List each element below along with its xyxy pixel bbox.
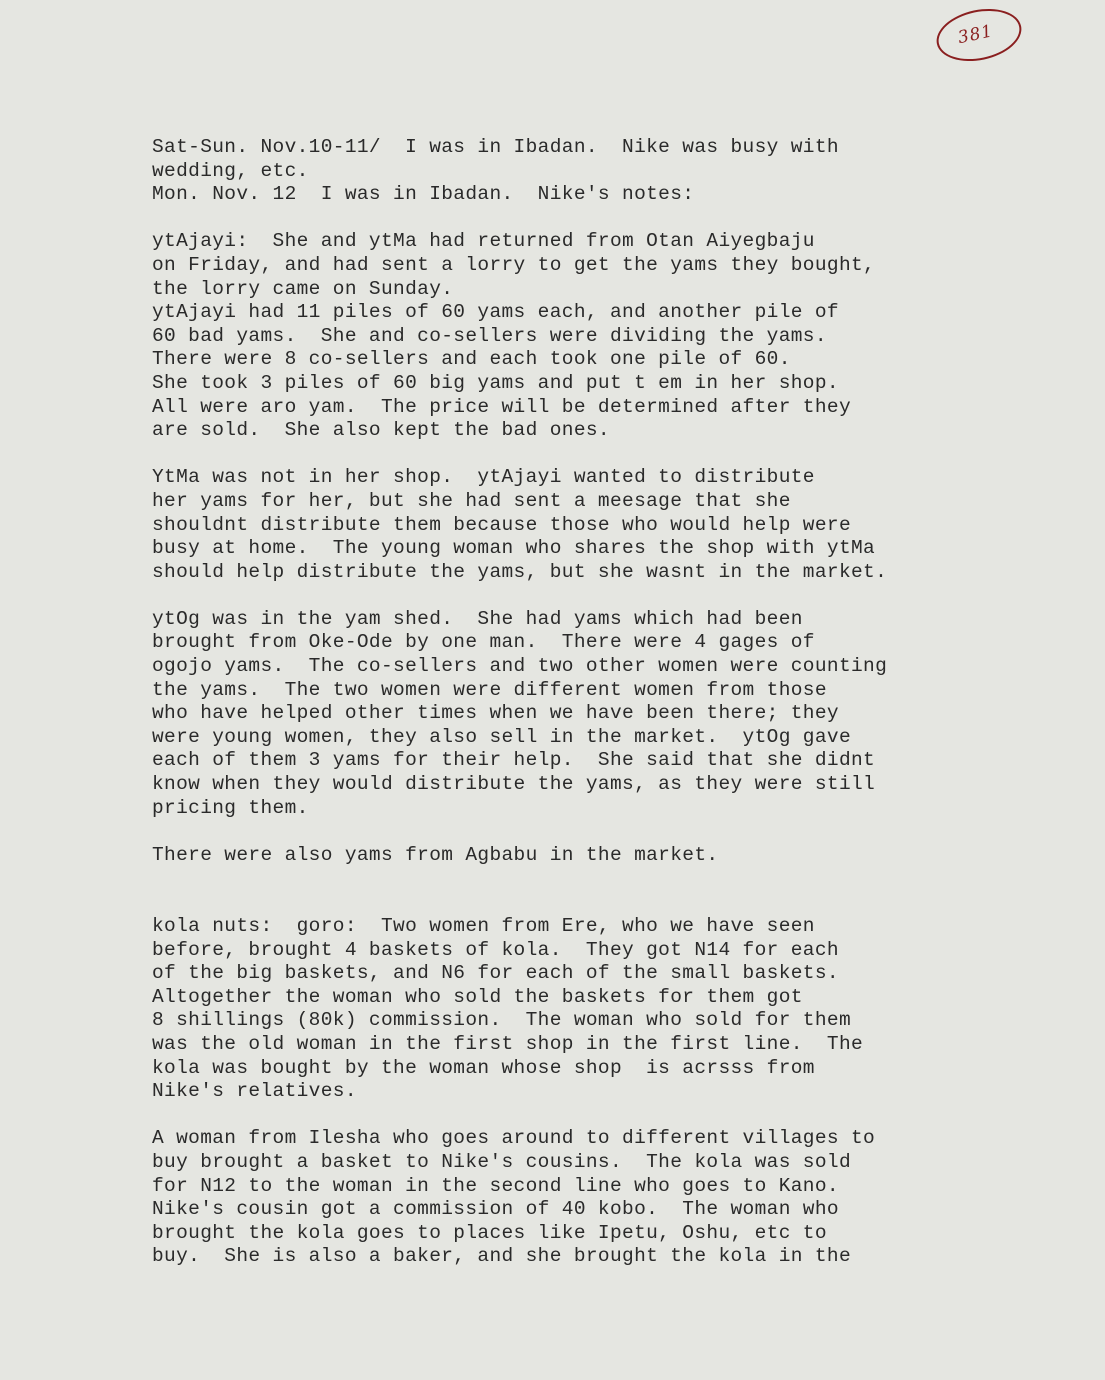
text-line: 8 shillings (80k) commission. The woman who sold for them	[152, 1009, 852, 1032]
text-line: ytOg was in the yam shed. She had yams which had been	[152, 607, 803, 630]
page-number: 381	[956, 21, 996, 49]
text-line: of the big baskets, and N6 for each of the small baskets.	[152, 962, 839, 985]
text-line: are sold. She also kept the bad ones.	[152, 419, 610, 442]
text-line: the yams. The two women were different women from those	[152, 678, 827, 701]
text-line: were young women, they also sell in the market. ytOg gave	[152, 725, 852, 748]
text-line: Nike's relatives.	[152, 1080, 357, 1103]
paragraph	[152, 820, 1052, 867]
text-line: kola nuts: goro: Two women from Ere, who we have seen	[152, 915, 815, 937]
text-line: who have helped other times when we have been there; they	[152, 702, 839, 725]
page-number-stamp	[932, 2, 1027, 69]
text-line	[152, 820, 1052, 844]
text-line	[152, 891, 1052, 915]
text-line: buy brought a basket to Nike's cousins. The kola was sold	[152, 1150, 852, 1173]
text-line: There were 8 co-sellers and each took one pile of 60.	[152, 348, 791, 371]
paragraph	[152, 584, 1052, 820]
paragraph	[152, 443, 1052, 585]
text-line: 60 bad yams. She and co-sellers were dividing the yams.	[152, 324, 827, 347]
text-line: Sat-Sun. Nov.10-11/ I was in Ibadan. Nike was busy with	[152, 136, 839, 158]
text-line: busy at home. The young woman who shares the shop with ytMa	[152, 537, 876, 560]
text-line	[152, 1104, 1052, 1128]
paragraph	[152, 207, 1052, 443]
text-line: YtMa was not in her shop. ytAjayi wanted to distribute	[152, 466, 815, 489]
text-line: Altogether the woman who sold the baskets for them got	[152, 985, 803, 1008]
text-line	[152, 584, 1052, 608]
text-line: A woman from Ilesha who goes around to different villages to	[152, 1127, 876, 1150]
text-line: brought from Oke-Ode by one man. There were 4 gages of	[152, 631, 815, 654]
text-line: kola was bought by the woman whose shop is acrsss from	[152, 1056, 815, 1079]
text-line: should help distribute the yams, but she wasnt in the market.	[152, 560, 888, 583]
text-line: There were also yams from Agbabu in the market.	[152, 843, 719, 866]
text-line: was the old woman in the first shop in the first line. The	[152, 1032, 864, 1055]
text-line: Mon. Nov. 12 I was in Ibadan. Nike's notes:	[152, 183, 695, 206]
text-line: ytAjayi had 11 piles of 60 yams each, and another pile of	[152, 301, 839, 324]
paragraph	[152, 183, 1052, 207]
text-line: shouldnt distribute them because those who would help were	[152, 513, 852, 536]
text-line: ogojo yams. The co-sellers and two other women were counting	[152, 655, 888, 678]
text-line: pricing them.	[152, 796, 309, 819]
text-line: before, brought 4 baskets of kola. They got N14 for each	[152, 938, 839, 961]
text-line: ytAjayi: She and ytMa had returned from Otan Aiyegbaju	[152, 230, 815, 253]
typed-text-body	[152, 112, 1052, 1269]
text-line: the lorry came on Sunday.	[152, 277, 454, 300]
text-line: for N12 to the woman in the second line who goes to Kano.	[152, 1174, 839, 1197]
text-line: She took 3 piles of 60 big yams and put t em in her shop.	[152, 371, 839, 394]
text-line: Nike's cousin got a commission of 40 kobo. The woman who	[152, 1198, 839, 1221]
text-line: brought the kola goes to places like Ipetu, Oshu, etc to	[152, 1221, 827, 1244]
text-line: her yams for her, but she had sent a meesage that she	[152, 489, 791, 512]
text-line: on Friday, and had sent a lorry to get the yams they bought,	[152, 253, 876, 276]
paragraph	[152, 891, 1052, 1103]
paragraph	[152, 136, 1052, 183]
text-line	[152, 207, 1052, 231]
text-line	[152, 443, 1052, 467]
text-line: wedding, etc.	[152, 159, 309, 182]
text-line: know when they would distribute the yams, as they were still	[152, 773, 876, 796]
text-line: buy. She is also a baker, and she brought the kola in the	[152, 1245, 852, 1268]
text-line: All were aro yam. The price will be determined after they	[152, 395, 852, 418]
text-line: each of them 3 yams for their help. She said that she didnt	[152, 749, 876, 772]
paragraph	[152, 1104, 1052, 1269]
